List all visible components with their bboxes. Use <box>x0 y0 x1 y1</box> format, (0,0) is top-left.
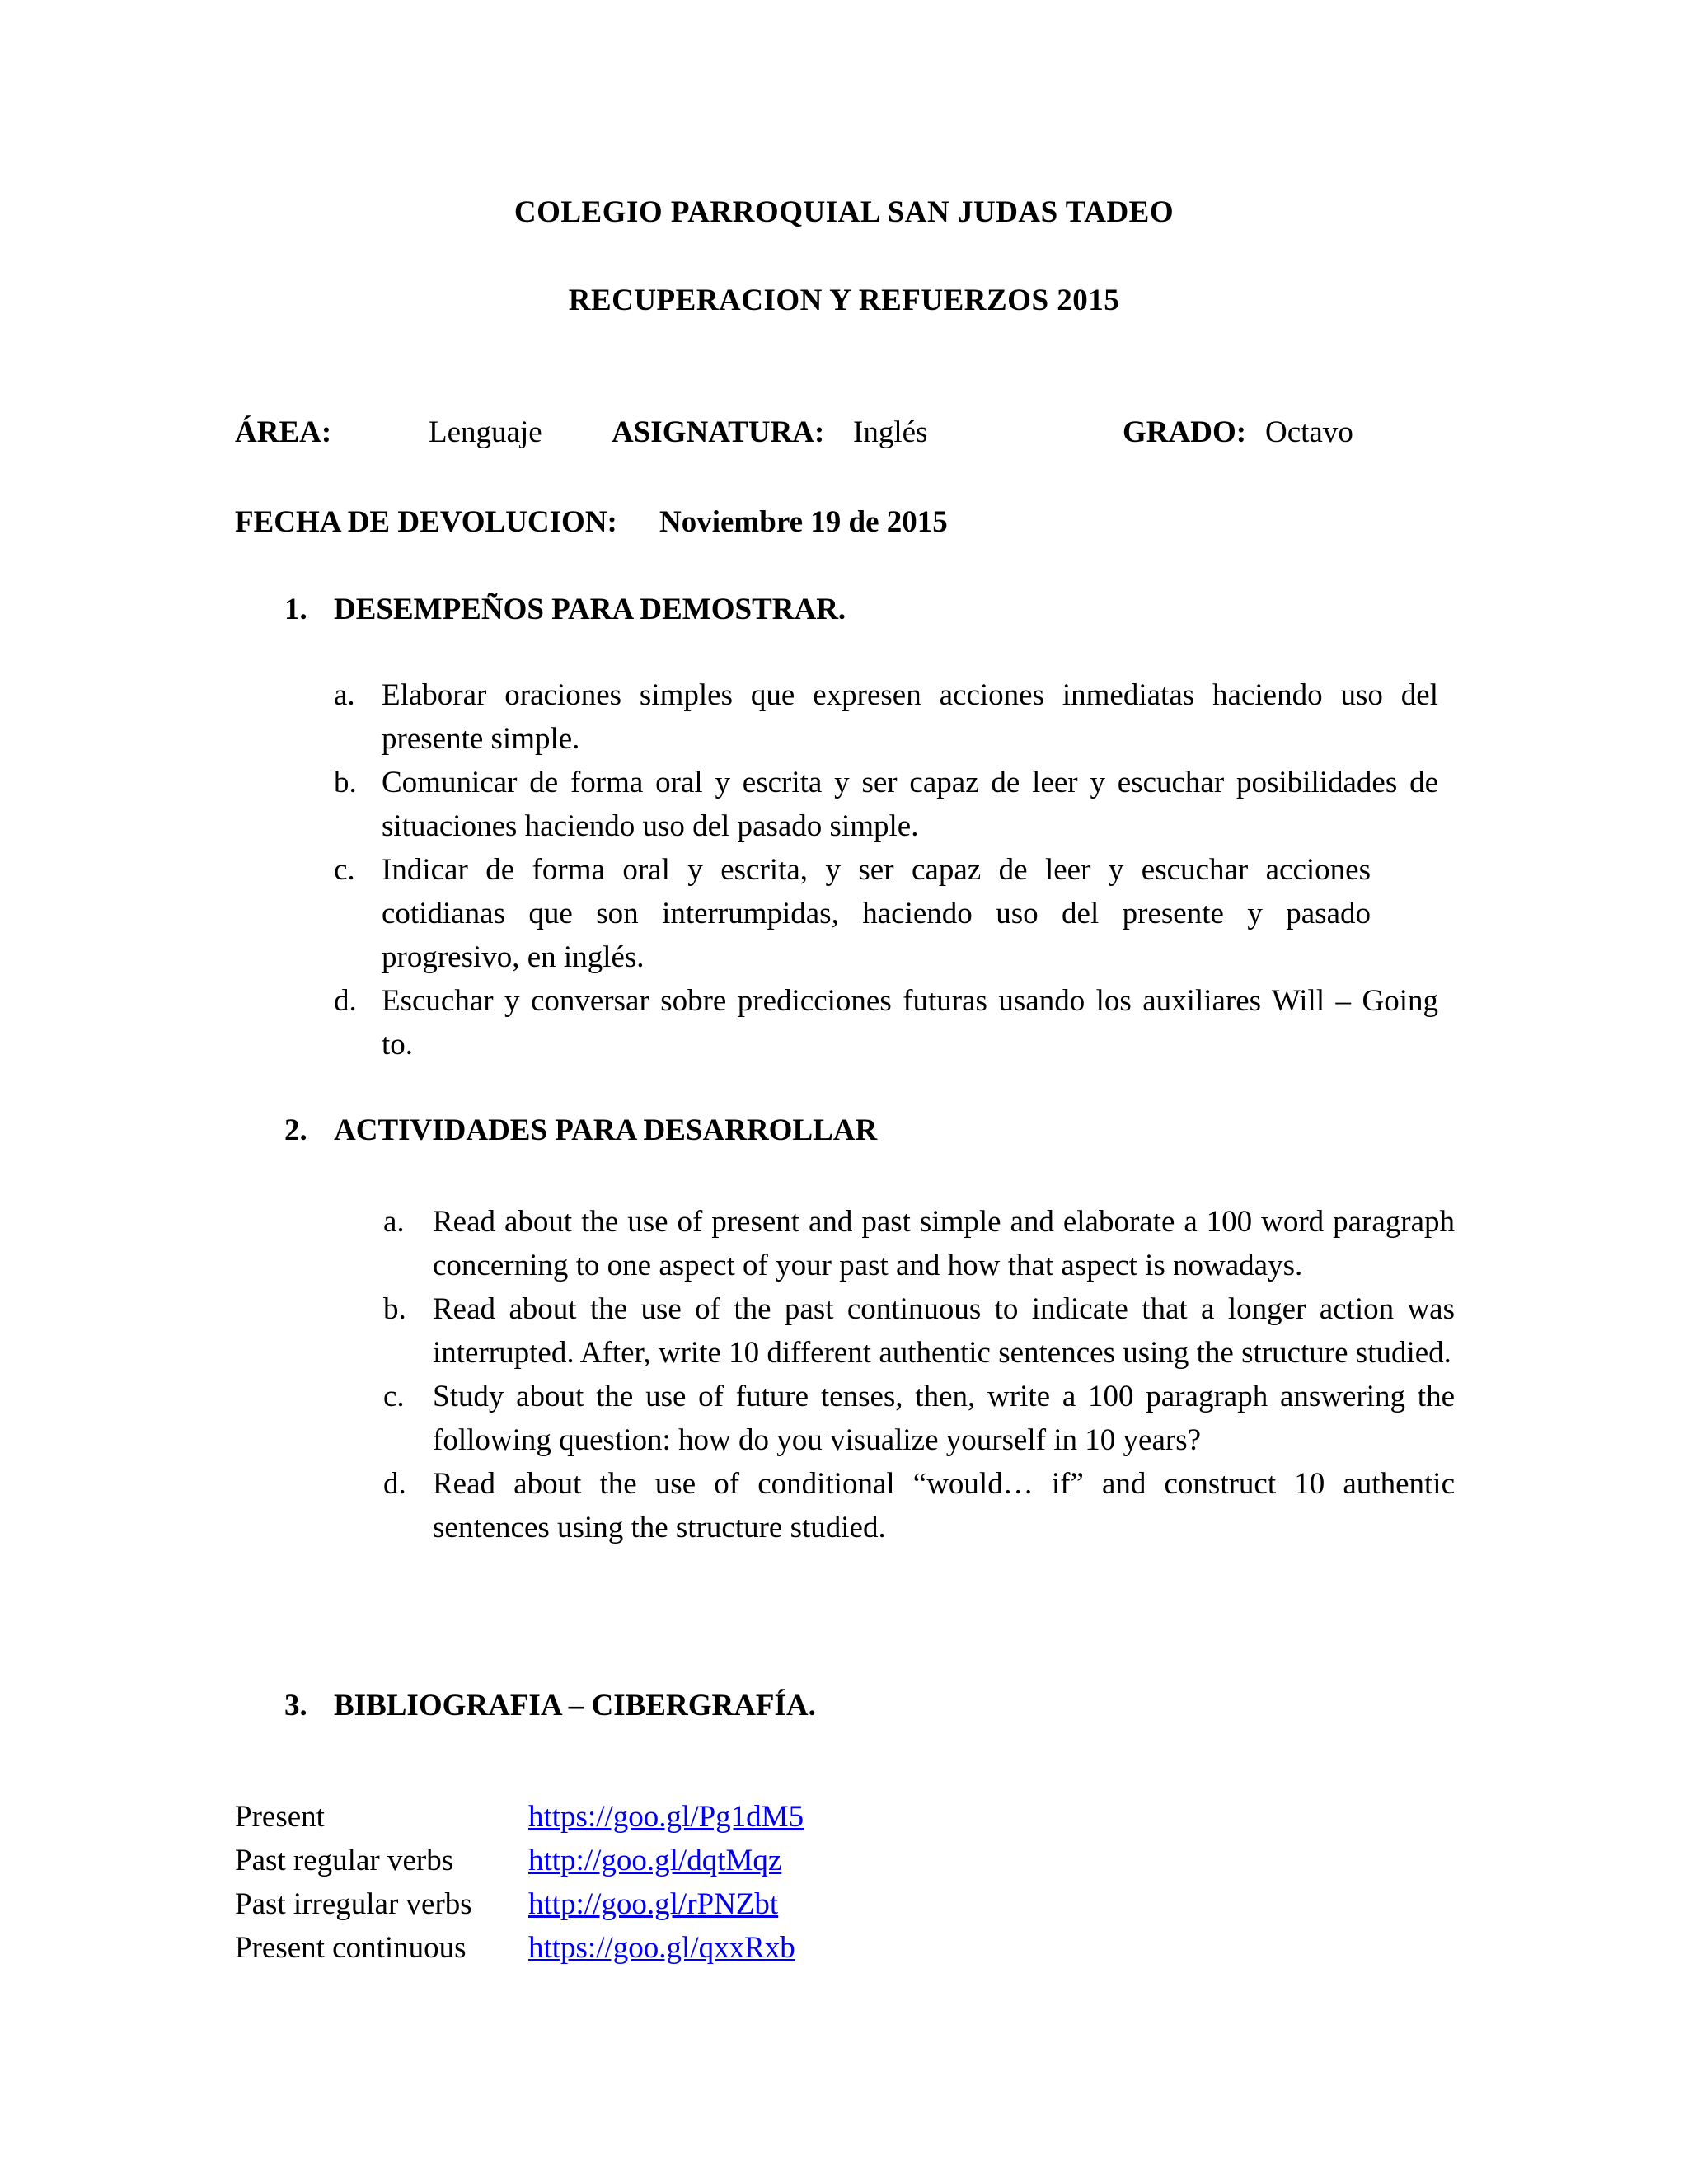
section-title: ACTIVIDADES PARA DESARROLLAR <box>334 1113 878 1147</box>
list-item-text: Elaborar oraciones simples que expresen acciones inmediatas haciendo uso del presente simple. <box>382 678 1438 756</box>
list-item-text: Escuchar y conversar sobre predicciones futuras usando los auxiliares Will – Going to. <box>382 984 1438 1062</box>
asignatura-value: Inglés <box>853 415 928 449</box>
list-item-text: Read about the use of conditional “would… if” and construct 10 authentic sentences using the structure studied. <box>433 1467 1455 1544</box>
list-item-text: Indicar de forma oral y escrita, y ser capaz de leer y escuchar acciones cotidianas que son interrumpidas, haciendo uso del presente y pasado progresivo, en inglés. <box>382 853 1371 974</box>
section-number: 1. <box>284 593 307 626</box>
list-item-text: Study about the use of future tenses, then, write a 100 paragraph answering the following question: how do you visualize yourself in 10 years? <box>433 1380 1455 1457</box>
list-marker: d. <box>334 984 357 1018</box>
list-item-text: Read about the use of the past continuous to indicate that a longer action was interrupted. After, write 10 different authentic sentences using the structure studied. <box>433 1292 1455 1370</box>
list-item-text: Read about the use of present and past simple and elaborate a 100 word paragraph concerning to one aspect of your past and how that aspect is nowadays. <box>433 1205 1455 1282</box>
section-number: 3. <box>284 1689 307 1722</box>
section-number: 2. <box>284 1113 307 1147</box>
list-marker: a. <box>334 678 355 712</box>
list-item <box>334 673 1438 761</box>
bibliography-label: Past regular verbs <box>235 1844 454 1877</box>
list-item-text: Comunicar de forma oral y escrita y ser capaz de leer y escuchar posibilidades de situaciones haciendo uso del pasado simple. <box>382 766 1438 843</box>
fecha-value: Noviembre 19 de 2015 <box>659 505 948 539</box>
list-item <box>383 1375 1455 1462</box>
grado-value: Octavo <box>1265 415 1353 449</box>
list-marker: b. <box>334 766 357 799</box>
bibliography-link[interactable]: https://goo.gl/Pg1dM5 <box>528 1800 804 1834</box>
section-1-list <box>334 673 1438 1066</box>
bibliography-label: Present continuous <box>235 1931 467 1965</box>
list-item <box>383 1462 1455 1549</box>
document-subtitle: RECUPERACION Y REFUERZOS 2015 <box>568 284 1120 317</box>
school-title: COLEGIO PARROQUIAL SAN JUDAS TADEO <box>513 195 1175 229</box>
list-item <box>334 761 1438 848</box>
bibliography-link[interactable]: http://goo.gl/dqtMqz <box>528 1844 782 1877</box>
list-item <box>334 979 1438 1066</box>
list-marker: c. <box>334 853 355 887</box>
list-marker: a. <box>383 1205 405 1239</box>
bibliography-link[interactable]: http://goo.gl/rPNZbt <box>528 1887 779 1921</box>
list-item <box>383 1287 1455 1375</box>
bibliography-link[interactable]: https://goo.gl/qxxRxb <box>528 1931 795 1965</box>
area-value: Lenguaje <box>429 415 542 449</box>
list-item <box>334 848 1371 979</box>
section-2-list <box>383 1200 1455 1549</box>
asignatura-label: ASIGNATURA: <box>612 415 825 449</box>
bibliography-label: Present <box>235 1800 325 1834</box>
area-label: ÁREA: <box>235 415 332 449</box>
section-title: DESEMPEÑOS PARA DEMOSTRAR. <box>334 593 846 626</box>
list-marker: d. <box>383 1467 406 1501</box>
list-marker: b. <box>383 1292 406 1326</box>
bibliography-label: Past irregular verbs <box>235 1887 472 1921</box>
list-marker: c. <box>383 1380 405 1413</box>
grado-label: GRADO: <box>1123 415 1247 449</box>
section-title: BIBLIOGRAFIA – CIBERGRAFÍA. <box>334 1689 816 1722</box>
list-item <box>383 1200 1455 1287</box>
fecha-label: FECHA DE DEVOLUCION: <box>235 505 617 539</box>
